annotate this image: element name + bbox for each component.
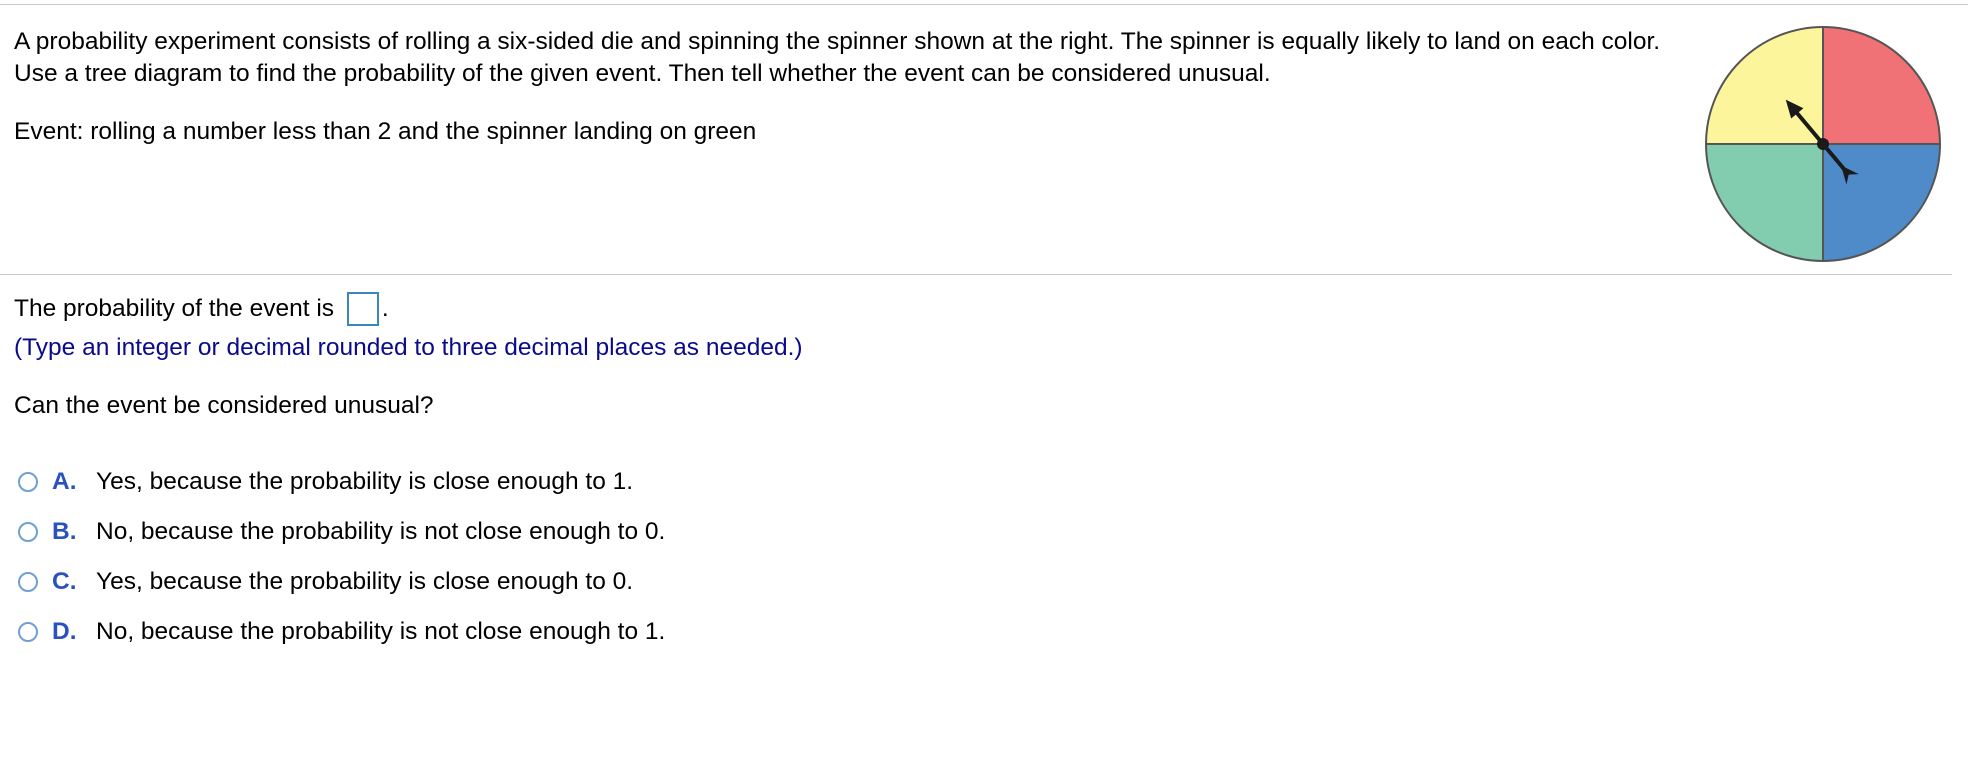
question-text-block	[14, 26, 1664, 90]
option-text-d: No, because the probability is not close enough to 1.	[96, 618, 666, 645]
spinner-sector-red	[1823, 27, 1940, 144]
spinner-sector-blue	[1823, 144, 1940, 261]
section-divider	[0, 274, 1952, 275]
option-text-a: Yes, because the probability is close enough to 1.	[96, 468, 634, 495]
question-text: A probability experiment consists of rolling a six-sided die and spinning the spinner shown at the right. The spinner is equally likely to land on each color. Use a tree diagram to find the probability of the given event. Then tell whether the event can be considered unusual.	[14, 28, 1661, 87]
radio-button-b[interactable]	[18, 522, 38, 542]
probability-answer-input[interactable]	[347, 292, 379, 326]
spinner-image	[1700, 22, 1946, 266]
unusual-question: Can the event be considered unusual?	[14, 392, 434, 419]
radio-button-d[interactable]	[18, 622, 38, 642]
radio-button-c[interactable]	[18, 572, 38, 592]
answer-line	[14, 292, 389, 326]
answer-hint: (Type an integer or decimal rounded to three decimal places as needed.)	[14, 334, 803, 361]
spinner-sector-yellow	[1706, 27, 1823, 144]
answer-suffix: .	[381, 295, 389, 322]
option-text-b: No, because the probability is not close enough to 0.	[96, 518, 666, 545]
option-letter-d: D.	[52, 618, 77, 645]
spinner-hub	[1817, 138, 1829, 150]
option-d[interactable]	[18, 615, 665, 649]
spinner-sector-green	[1706, 144, 1823, 261]
option-b[interactable]	[18, 515, 665, 549]
top-divider	[0, 4, 1968, 5]
option-text-c: Yes, because the probability is close enough to 0.	[96, 568, 634, 595]
option-c[interactable]	[18, 565, 633, 599]
option-a[interactable]	[18, 465, 633, 499]
option-letter-c: C.	[52, 568, 77, 595]
option-letter-a: A.	[52, 468, 77, 495]
event-text: Event: rolling a number less than 2 and the spinner landing on green	[14, 118, 757, 145]
option-letter-b: B.	[52, 518, 77, 545]
radio-button-a[interactable]	[18, 472, 38, 492]
answer-prefix: The probability of the event is	[14, 295, 341, 322]
